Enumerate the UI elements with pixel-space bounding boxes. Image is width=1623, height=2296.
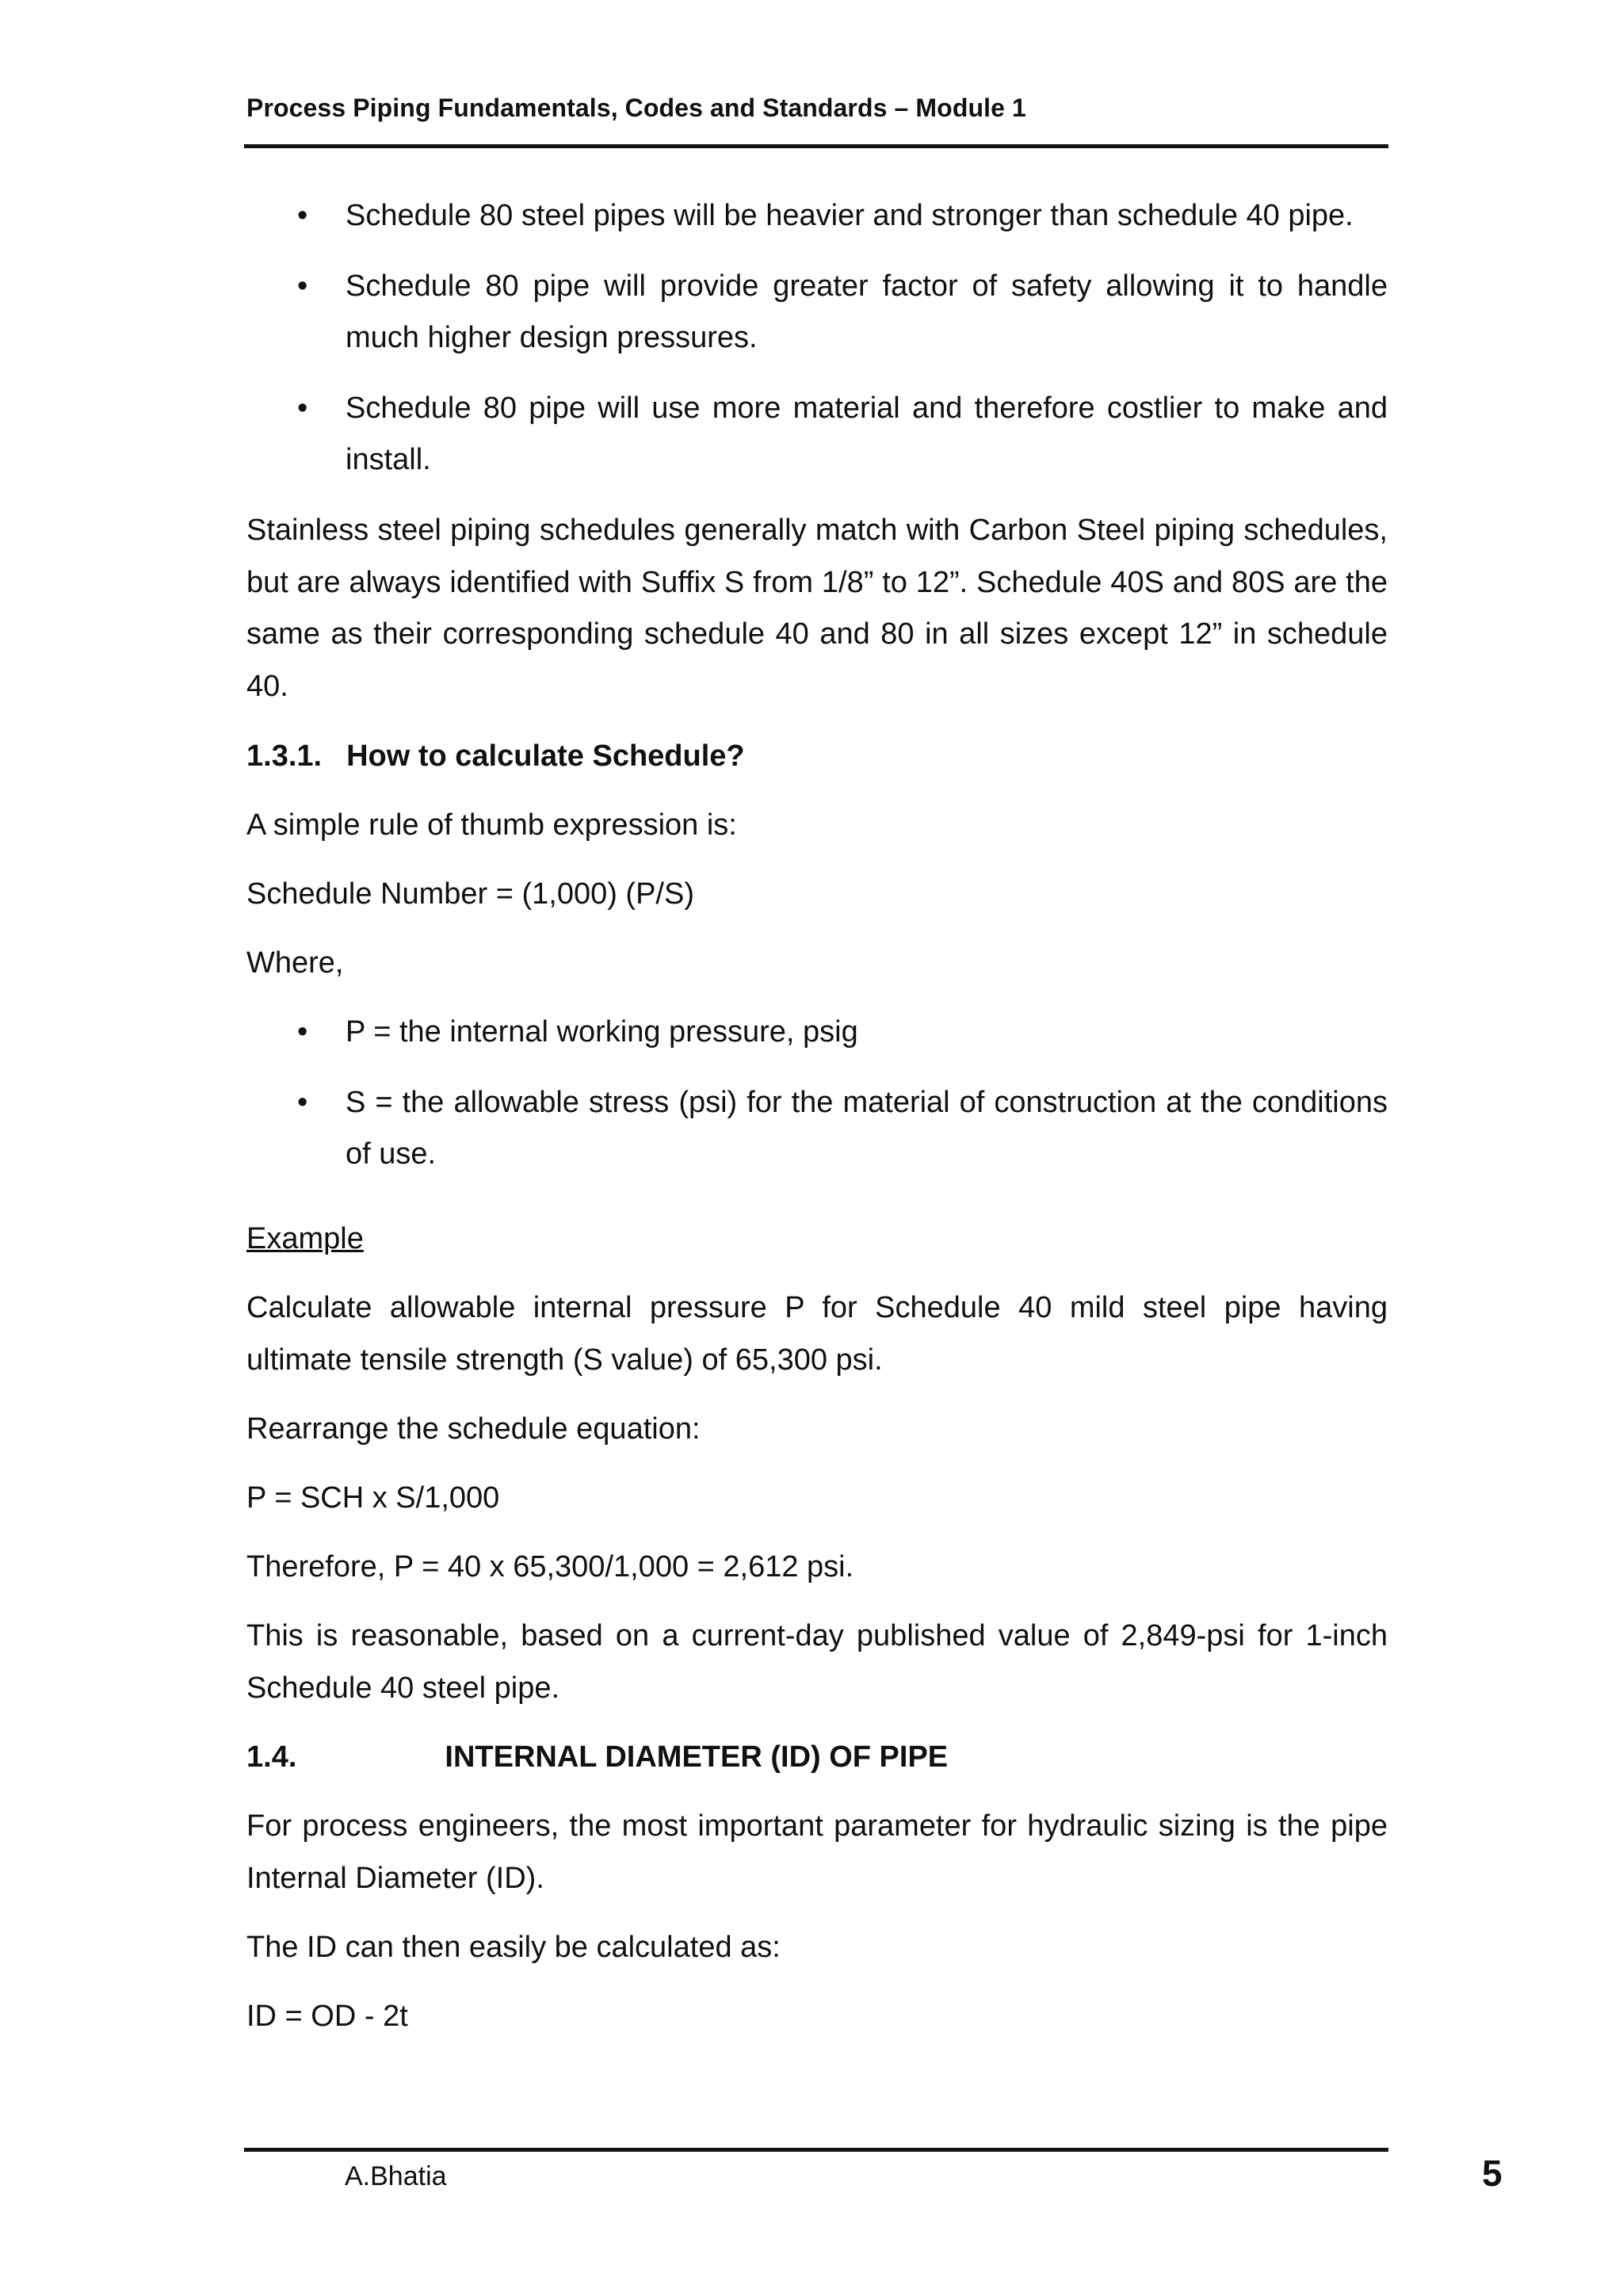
list-item (246, 261, 1388, 365)
section-heading-1-3-1 (246, 731, 1388, 783)
section-title: INTERNAL DIAMETER (ID) OF PIPE (445, 1740, 949, 1774)
section-title: How to calculate Schedule? (346, 739, 745, 773)
page-number: 5 (1482, 2153, 1503, 2194)
list-item (246, 190, 1388, 243)
section-heading-1-4 (246, 1732, 1388, 1784)
bullet-list-schedule-80 (246, 190, 1388, 487)
bullet-icon: • (297, 391, 308, 425)
paragraph-stainless: Stainless steel piping schedules generally match with Carbon Steel piping schedules, but are always identified with Suffix S from 1/8” to 12”. Schedule 40S and 80S are the same as their corresponding schedule 40 and 80 in all sizes except 12” in schedule 40. (246, 514, 1388, 703)
formula-id: ID = OD - 2t (246, 2000, 408, 2033)
list-item-text: S = the allowable stress (psi) for the material of construction at the conditions of use. (346, 1085, 1388, 1171)
list-item (246, 1077, 1388, 1181)
paragraph-where: Where, (246, 946, 344, 980)
formula-pressure: P = SCH x S/1,000 (246, 1481, 500, 1515)
list-item-text: Schedule 80 pipe will provide greater factor of safety allowing it to handle much higher design pressures. (346, 269, 1388, 354)
section-number: 1.4. (246, 1740, 297, 1774)
footer-rule (244, 2148, 1388, 2152)
bullet-icon: • (297, 269, 308, 303)
list-item-text: P = the internal working pressure, psig (346, 1015, 858, 1049)
list-item-text: Schedule 80 steel pipes will be heavier and stronger than schedule 40 pipe. (346, 199, 1354, 232)
bullet-icon: • (297, 199, 308, 232)
bullet-list-where (246, 1007, 1388, 1181)
header-rule (244, 144, 1388, 148)
paragraph-reasonable: This is reasonable, based on a current-day published value of 2,849-psi for 1-inch Schedule 40 steel pipe. (246, 1619, 1388, 1705)
paragraph-internal-diameter: For process engineers, the most important parameter for hydraulic sizing is the pipe Internal Diameter (ID). (246, 1809, 1388, 1895)
list-item (246, 383, 1388, 487)
footer-author: A.Bhatia (345, 2161, 447, 2191)
paragraph-id-calc-intro: The ID can then easily be calculated as: (246, 1931, 781, 1964)
bullet-icon: • (297, 1015, 308, 1049)
example-heading: Example (246, 1222, 364, 1255)
paragraph-therefore: Therefore, P = 40 x 65,300/1,000 = 2,612 psi. (246, 1550, 854, 1584)
list-item (246, 1007, 1388, 1059)
paragraph-example: Calculate allowable internal pressure P for Schedule 40 mild steel pipe having ultimate tensile strength (S value) of 65,300 psi. (246, 1291, 1388, 1377)
paragraph-rearrange: Rearrange the schedule equation: (246, 1412, 701, 1446)
list-item-text: Schedule 80 pipe will use more material and therefore costlier to make and install. (346, 391, 1388, 476)
bullet-icon: • (297, 1085, 308, 1119)
paragraph-rule-intro: A simple rule of thumb expression is: (246, 808, 737, 842)
section-number: 1.3.1. (246, 739, 323, 773)
formula-schedule: Schedule Number = (1,000) (P/S) (246, 877, 694, 911)
running-header: Process Piping Fundamentals, Codes and Standards – Module 1 (246, 94, 1026, 122)
